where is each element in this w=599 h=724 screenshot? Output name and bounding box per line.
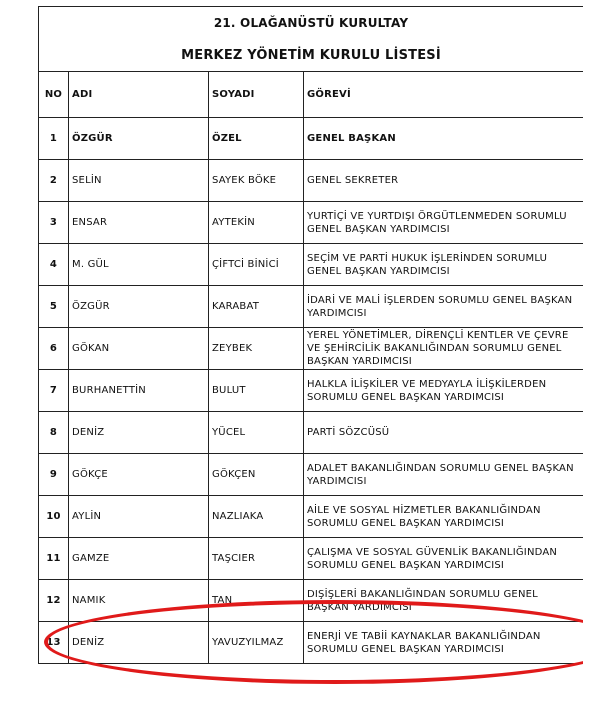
cell-adi: DENİZ	[69, 412, 209, 454]
cell-no: 7	[39, 370, 69, 412]
cell-adi: GÖKÇE	[69, 454, 209, 496]
table-row	[39, 328, 584, 370]
cell-soyadi: YAVUZYILMAZ	[209, 622, 304, 664]
document-page	[38, 6, 583, 724]
cell-gorevi: ADALET BAKANLIĞINDAN SORUMLU GENEL BAŞKAN YARDIMCISI	[304, 454, 584, 496]
table-row	[39, 370, 584, 412]
table-row	[39, 160, 584, 202]
cell-no: 11	[39, 538, 69, 580]
cell-no: 5	[39, 286, 69, 328]
cell-adi: NAMIK	[69, 580, 209, 622]
cell-adi: ÖZGÜR	[69, 118, 209, 160]
cell-no: 4	[39, 244, 69, 286]
table-header-row	[39, 72, 584, 118]
cell-gorevi: GENEL SEKRETER	[304, 160, 584, 202]
column-header-no: NO	[39, 72, 69, 118]
cell-gorevi: HALKLA İLİŞKİLER VE MEDYAYLA İLİŞKİLERDEN SORUMLU GENEL BAŞKAN YARDIMCISI	[304, 370, 584, 412]
cell-adi: ENSAR	[69, 202, 209, 244]
table-row	[39, 286, 584, 328]
cell-soyadi: ÖZEL	[209, 118, 304, 160]
table-row	[39, 454, 584, 496]
cell-adi: BURHANETTİN	[69, 370, 209, 412]
table-row	[39, 622, 584, 664]
cell-soyadi: BULUT	[209, 370, 304, 412]
cell-soyadi: TAŞCIER	[209, 538, 304, 580]
cell-no: 13	[39, 622, 69, 664]
cell-no: 8	[39, 412, 69, 454]
cell-gorevi: ÇALIŞMA VE SOSYAL GÜVENLİK BAKANLIĞINDAN SORUMLU GENEL BAŞKAN YARDIMCISI	[304, 538, 584, 580]
cell-adi: AYLİN	[69, 496, 209, 538]
table-row	[39, 580, 584, 622]
cell-soyadi: YÜCEL	[209, 412, 304, 454]
cell-gorevi: YEREL YÖNETİMLER, DİRENÇLİ KENTLER VE ÇEVRE VE ŞEHİRCİLİK BAKANLIĞINDAN SORUMLU GENEL BAŞKAN YARDIMCISI	[304, 328, 584, 370]
cell-no: 10	[39, 496, 69, 538]
cell-gorevi: YURTİÇİ VE YURTDIŞI ÖRGÜTLENMEDEN SORUMLU GENEL BAŞKAN YARDIMCISI	[304, 202, 584, 244]
column-header-gorevi: GÖREVİ	[304, 72, 584, 118]
cell-no: 12	[39, 580, 69, 622]
cell-adi: GÖKAN	[69, 328, 209, 370]
cell-no: 2	[39, 160, 69, 202]
cell-gorevi: ENERJİ VE TABİİ KAYNAKLAR BAKANLIĞINDAN SORUMLU GENEL BAŞKAN YARDIMCISI	[304, 622, 584, 664]
table-row	[39, 202, 584, 244]
cell-soyadi: AYTEKİN	[209, 202, 304, 244]
cell-gorevi: GENEL BAŞKAN	[304, 118, 584, 160]
cell-adi: DENİZ	[69, 622, 209, 664]
cell-soyadi: ZEYBEK	[209, 328, 304, 370]
cell-soyadi: KARABAT	[209, 286, 304, 328]
column-header-adi: ADI	[69, 72, 209, 118]
document-title: 21. OLAĞANÜSTÜ KURULTAY	[39, 7, 584, 40]
cell-soyadi: SAYEK BÖKE	[209, 160, 304, 202]
table-row	[39, 244, 584, 286]
table-row	[39, 412, 584, 454]
column-header-soyadi: SOYADI	[209, 72, 304, 118]
cell-gorevi: AİLE VE SOSYAL HİZMETLER BAKANLIĞINDAN SORUMLU GENEL BAŞKAN YARDIMCISI	[304, 496, 584, 538]
cell-gorevi: PARTİ SÖZCÜSÜ	[304, 412, 584, 454]
table-row	[39, 538, 584, 580]
document-subtitle: MERKEZ YÖNETİM KURULU LİSTESİ	[39, 39, 584, 72]
cell-no: 6	[39, 328, 69, 370]
cell-adi: M. GÜL	[69, 244, 209, 286]
cell-gorevi: SEÇİM VE PARTİ HUKUK İŞLERİNDEN SORUMLU GENEL BAŞKAN YARDIMCISI	[304, 244, 584, 286]
table-row	[39, 118, 584, 160]
cell-soyadi: TAN	[209, 580, 304, 622]
cell-no: 3	[39, 202, 69, 244]
cell-adi: GAMZE	[69, 538, 209, 580]
cell-no: 1	[39, 118, 69, 160]
mkyk-list-table	[38, 6, 583, 664]
cell-soyadi: ÇİFTCİ BİNİCİ	[209, 244, 304, 286]
table-row	[39, 496, 584, 538]
cell-adi: ÖZGÜR	[69, 286, 209, 328]
cell-no: 9	[39, 454, 69, 496]
cell-soyadi: GÖKÇEN	[209, 454, 304, 496]
cell-soyadi: NAZLIAKA	[209, 496, 304, 538]
cell-gorevi: İDARİ VE MALİ İŞLERDEN SORUMLU GENEL BAŞKAN YARDIMCISI	[304, 286, 584, 328]
cell-adi: SELİN	[69, 160, 209, 202]
cell-gorevi: DIŞİŞLERİ BAKANLIĞINDAN SORUMLU GENEL BAŞKAN YARDIMCISI	[304, 580, 584, 622]
